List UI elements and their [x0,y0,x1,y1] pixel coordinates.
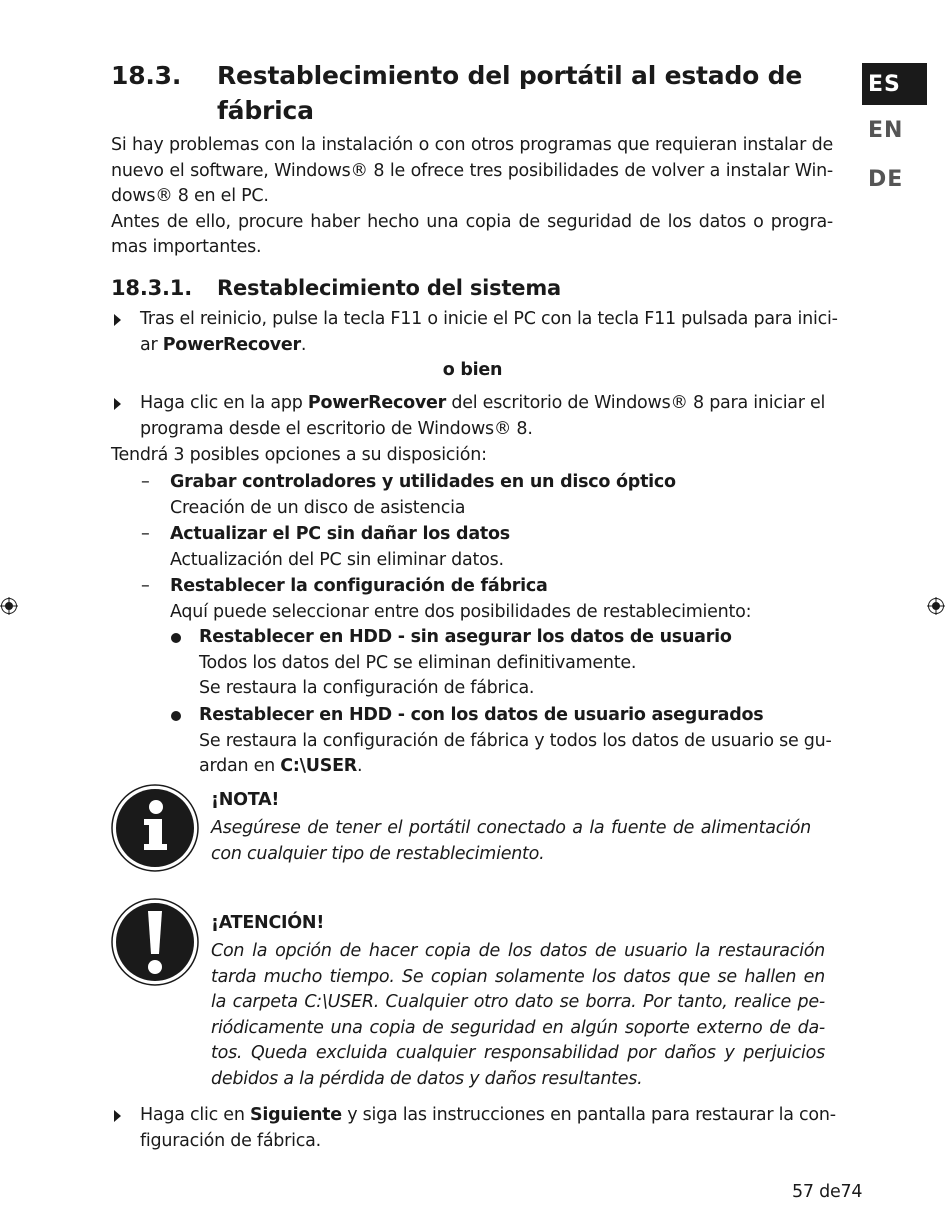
warning-line: tarda mucho tiempo. Se copian solamente los datos que se hallen en [211,966,825,987]
option-dash: – [141,576,150,596]
powerrecover-label: PowerRecover [162,334,301,355]
final-step-line-1: Haga clic en Siguiente y siga las instrucciones en pantalla para restaurar la con- [140,1105,836,1125]
intro-line: Antes de ello, procure haber hecho una copia de seguridad de los datos o progra- [111,211,833,232]
option-title: Restablecer la configuración de fábrica [170,576,548,596]
info-icon [111,784,199,872]
intro-line: nuevo el software, Windows® 8 le ofrece tres posibilidades de volver a instalar Win- [111,160,833,181]
suboption-line: Todos los datos del PC se eliminan definitivamente. [199,652,637,673]
lang-tab-en [868,118,903,143]
step-1 [140,307,838,358]
suboption-item [199,625,732,702]
option-desc: Creación de un disco de asistencia [170,497,466,518]
intro-paragraph [111,133,833,261]
lang-tab-de [868,167,903,192]
warning-line: debidos a la pérdida de datos y daños resultantes. [211,1068,643,1089]
note-body [211,816,811,867]
suboption-line: Se restaura la configuración de fábrica. [199,678,535,698]
suboption-title: Restablecer en HDD - sin asegurar los datos de usuario [199,627,732,647]
warning-line: tos. Queda excluida cualquier responsabilidad por daños y perjuicios [211,1043,825,1063]
step-1-line-2: ar PowerRecover. [140,334,307,355]
warning-body [211,939,825,1092]
subsection-number: 18.3.1. [111,276,192,300]
step-arrow-icon [114,398,121,410]
option-title: Actualizar el PC sin dañar los datos [170,524,510,544]
step-2-line-1: Haga clic en la app PowerRecover del escritorio de Windows® 8 para iniciar el [140,393,826,413]
option-item [170,470,676,521]
lang-tab-de-label: DE [868,167,904,192]
warning-line: la carpeta C:\USER. Cualquier otro dato se borra. Por tanto, realice pe- [211,992,825,1012]
options-intro: Tendrá 3 posibles opciones a su disposición: [111,445,487,465]
option-title: Grabar controladores y utilidades en un disco óptico [170,472,676,492]
suboption-line: ardan en C:\USER. [199,756,363,776]
final-step-line-2: figuración de fábrica. [140,1130,321,1151]
note-title: ¡NOTA! [211,790,280,810]
subsection-title: Restablecimiento del sistema [217,276,562,300]
section-title-line-1: Restablecimiento del portátil al estado de [217,61,803,90]
intro-line: Si hay problemas con la instalación o con otros programas que requieran instalar de [111,135,833,155]
step-arrow-icon [114,1110,121,1122]
option-desc: Aquí puede seleccionar entre dos posibilidades de restablecimiento: [170,601,752,622]
registration-mark-icon [0,597,18,615]
note-line: con cualquier tipo de restablecimiento. [211,843,545,864]
intro-line: dows® 8 en el PC. [111,186,269,206]
lang-tab-es-label: ES [868,71,901,97]
option-dash: – [141,472,150,492]
bullet-icon [171,633,181,643]
intro-line: mas importantes. [111,237,262,257]
powerrecover-label: PowerRecover [307,393,447,413]
registration-mark-icon [927,597,945,615]
warning-title: ¡ATENCIÓN! [211,913,325,933]
section-number: 18.3. [111,61,182,90]
suboption-title: Restablecer en HDD - con los datos de usuario asegurados [199,705,764,725]
warning-line: riódicamente una copia de seguridad en algún soporte externo de da- [211,1017,825,1038]
suboption-line: Se restaura la configuración de fábrica y todos los datos de usuario se gu- [199,730,832,751]
step-1-line-1: Tras el reinicio, pulse la tecla F11 o inicie el PC con la tecla F11 pulsada para inici- [140,309,838,329]
option-item [170,522,510,573]
next-button-label: Siguiente [249,1105,342,1125]
suboption-item [199,703,830,780]
warning-icon [111,898,199,986]
lang-tab-en-label: EN [868,118,904,143]
step-2-line-2: programa desde el escritorio de Windows® 8. [140,418,533,439]
page-number: 57 de74 [792,1182,863,1202]
step-arrow-icon [114,314,121,326]
option-desc: Actualización del PC sin eliminar datos. [170,549,504,570]
final-step [140,1103,836,1154]
section-title [217,58,802,128]
lang-tab-es [862,63,927,105]
note-line: Asegúrese de tener el portátil conectado a la fuente de alimentación [211,818,811,838]
section-title-line-2: fábrica [217,96,314,125]
step-2 [140,391,830,442]
or-separator: o bien [442,360,503,380]
option-dash: – [141,524,150,544]
warning-line: Con la opción de hacer copia de los datos de usuario la restauración [211,941,825,961]
bullet-icon [171,711,181,721]
option-item [170,574,751,625]
user-path-label: C:\USER [280,756,358,776]
